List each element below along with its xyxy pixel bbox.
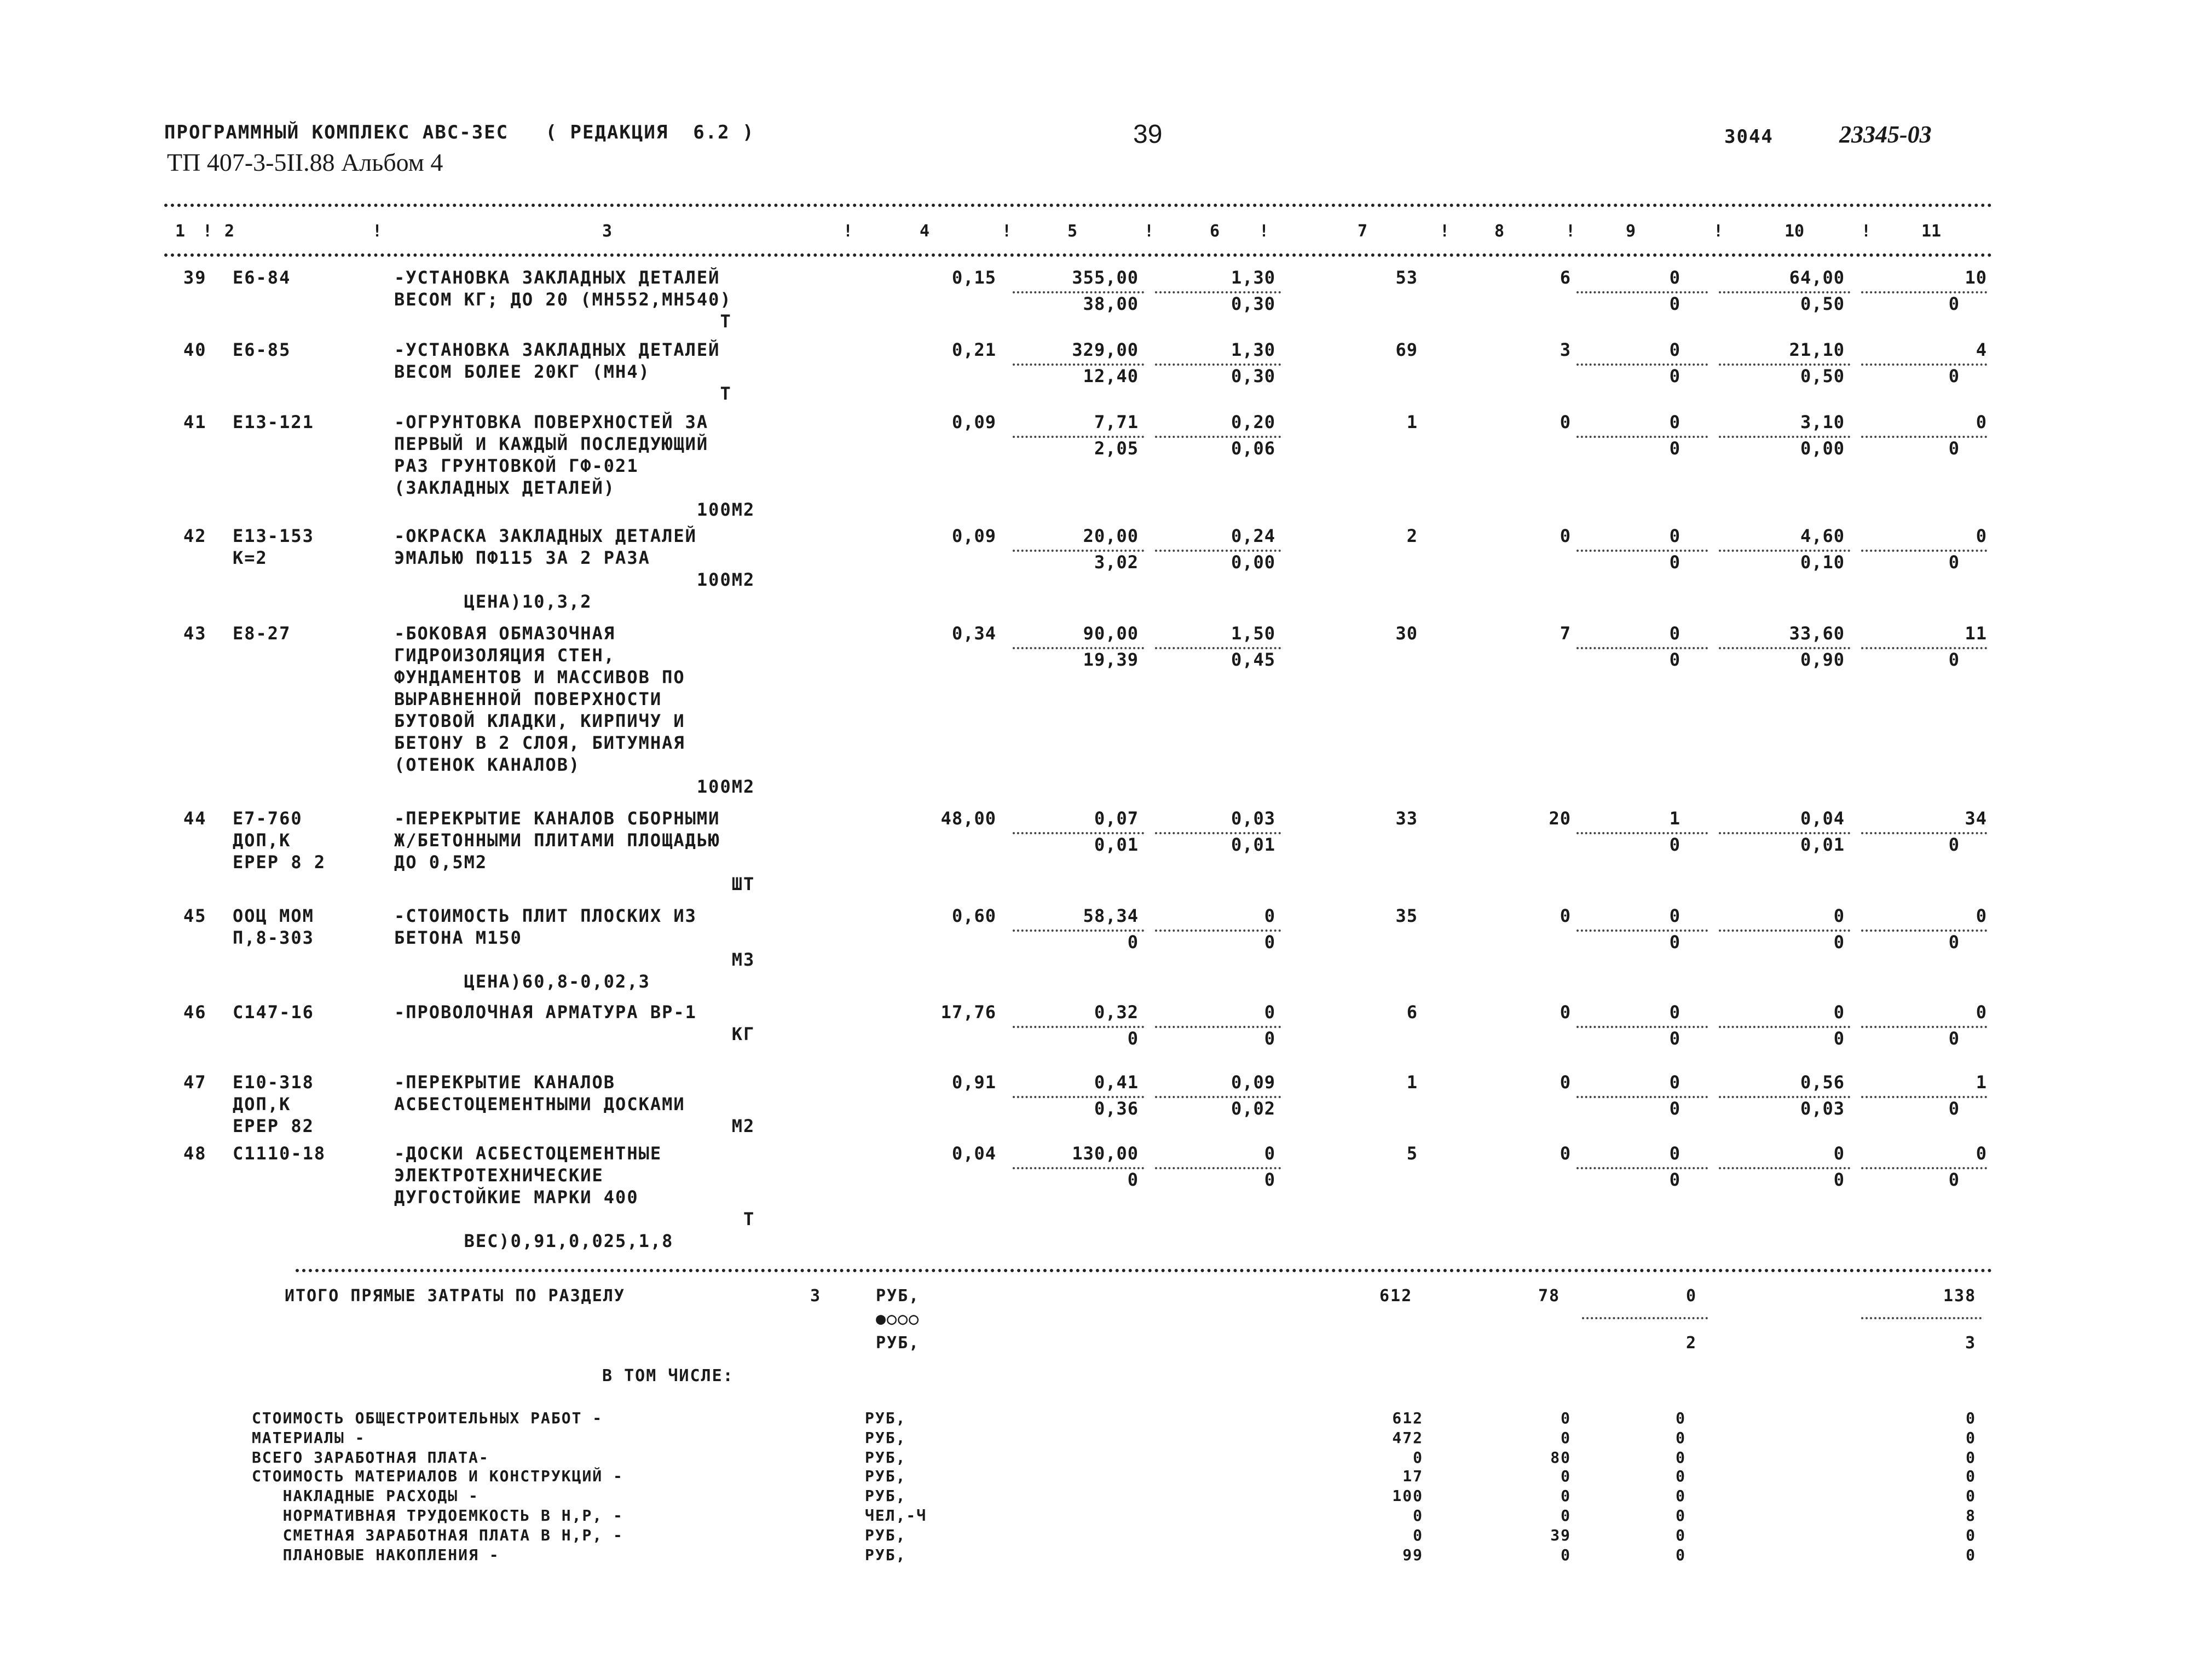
labor-total-b: 0	[1948, 552, 1960, 573]
norm-code: ООЦ МОМ	[233, 905, 314, 926]
machine-cost-wages: 0,01	[1231, 834, 1275, 855]
work-description: ЦЕНА)10,3,2	[394, 591, 592, 612]
labor-total-b: 0	[1948, 1098, 1960, 1119]
summary-unit: ЧЕЛ,-Ч	[865, 1506, 927, 1525]
summary-value-1: 100	[1392, 1487, 1423, 1505]
column-divider: !	[1566, 222, 1576, 241]
labor-per-unit: 0	[1833, 1143, 1845, 1164]
unit-cost: 90,00	[1083, 623, 1139, 644]
quantity: 0,91	[951, 1072, 996, 1093]
work-description: ЭЛЕКТРОТЕХНИЧЕСКИЕ	[394, 1165, 604, 1186]
summary-unit: РУБ,	[865, 1409, 906, 1427]
col9-value: 0	[1669, 623, 1681, 644]
col9-value: 0	[1669, 1002, 1681, 1023]
col9-value: 0	[1669, 1072, 1681, 1093]
column-divider: !	[1144, 222, 1154, 241]
totals-top-border	[296, 1269, 1993, 1272]
column-number-4: 4	[920, 222, 930, 241]
work-description: -ОКРАСКА ЗАКЛАДНЫХ ДЕТАЛЕЙ	[394, 526, 697, 546]
labor-total: 0	[1976, 412, 1987, 432]
column-divider: !	[1002, 222, 1012, 241]
quantity: 48,00	[940, 808, 996, 829]
work-description: АСБЕСТОЦЕМЕНТНЫМИ ДОСКАМИ	[394, 1094, 685, 1115]
col9-value: 0	[1669, 526, 1681, 546]
column-number-9: 9	[1626, 222, 1636, 241]
summary-value-2: 0	[1561, 1506, 1571, 1525]
totals-unit: РУБ,	[876, 1286, 920, 1306]
total-cost: 1	[1406, 412, 1418, 432]
norm-code: К=2	[233, 547, 268, 568]
summary-value-2: 0	[1561, 1409, 1571, 1427]
summary-value-3: 0	[1676, 1487, 1686, 1505]
quantity: 0,09	[951, 526, 996, 546]
machine-cost-wages: 0	[1264, 932, 1275, 952]
norm-code: Е13-121	[233, 412, 314, 432]
work-description: -ПРОВОЛОЧНАЯ АРМАТУРА ВР-1	[394, 1002, 697, 1023]
work-description: КГ	[394, 1024, 755, 1044]
column-divider: !	[203, 222, 213, 241]
machine-cost: 0,24	[1231, 526, 1275, 546]
total-cost: 69	[1395, 339, 1418, 360]
totals-dots: ●○○○	[876, 1309, 920, 1329]
work-description: -УСТАНОВКА ЗАКЛАДНЫХ ДЕТАЛЕЙ	[394, 267, 720, 288]
col9-value-b: 0	[1669, 834, 1681, 855]
summary-value-3: 0	[1676, 1526, 1686, 1544]
work-description: (ЗАКЛАДНЫХ ДЕТАЛЕЙ)	[394, 477, 616, 498]
column-number-2: 2	[224, 222, 235, 241]
work-description: ВЕСОМ КГ; ДО 20 (МН552,МН540)	[394, 289, 732, 310]
work-description: ДО 0,5М2	[394, 852, 488, 873]
summary-unit: РУБ,	[865, 1429, 906, 1447]
labor-total-b: 0	[1948, 1028, 1960, 1049]
machine-cost: 1,30	[1231, 339, 1275, 360]
work-description: -ПЕРЕКРЫТИЕ КАНАЛОВ СБОРНЫМИ	[394, 808, 720, 829]
row-number: 42	[183, 526, 207, 546]
summary-value-4: 0	[1966, 1467, 1976, 1485]
labor-per-unit-b: 0	[1833, 1169, 1845, 1190]
norm-code: Е13-153	[233, 526, 314, 546]
summary-label: ВСЕГО ЗАРАБОТНАЯ ПЛАТА-	[252, 1448, 489, 1467]
work-description: ЦЕНА)60,8-0,02,3	[394, 971, 650, 992]
labor-total: 34	[1965, 808, 1987, 829]
labor-per-unit-b: 0,03	[1800, 1098, 1845, 1119]
summary-value-4: 8	[1966, 1506, 1976, 1525]
labor-per-unit: 0,56	[1800, 1072, 1845, 1093]
machine-cost-wages: 0,30	[1231, 293, 1275, 314]
col9-value: 0	[1669, 339, 1681, 360]
machine-cost: 0	[1264, 1002, 1275, 1023]
col9-value: 0	[1669, 1143, 1681, 1164]
unit-cost-wages: 0	[1127, 1028, 1139, 1049]
norm-code: Е8-27	[233, 623, 291, 644]
work-description: -БОКОВАЯ ОБМАЗОЧНАЯ	[394, 623, 616, 644]
column-number-6: 6	[1210, 222, 1220, 241]
row-number: 44	[183, 808, 207, 829]
total-cost: 5	[1406, 1143, 1418, 1164]
labor-total-b: 0	[1948, 438, 1960, 459]
totals-col9: 0	[1686, 1286, 1697, 1306]
col9-value: 0	[1669, 267, 1681, 288]
unit-cost-wages: 19,39	[1083, 649, 1139, 670]
total-cost: 35	[1395, 905, 1418, 926]
unit-cost-wages: 2,05	[1094, 438, 1139, 459]
machine-cost: 0	[1264, 1143, 1275, 1164]
column-number-3: 3	[602, 222, 613, 241]
col9-value-b: 0	[1669, 1098, 1681, 1119]
work-description: ВЕС)0,91,0,025,1,8	[394, 1231, 674, 1251]
norm-code: ДОП,К	[233, 830, 291, 851]
work-description: ФУНДАМЕНТОВ И МАССИВОВ ПО	[394, 667, 685, 688]
unit-cost-wages: 3,02	[1094, 552, 1139, 573]
labor-per-unit: 4,60	[1800, 526, 1845, 546]
labor-total: 0	[1976, 905, 1987, 926]
summary-value-1: 612	[1392, 1409, 1423, 1427]
summary-label: СМЕТНАЯ ЗАРАБОТНАЯ ПЛАТА В Н,Р, -	[252, 1526, 623, 1544]
norm-code: С1110-18	[233, 1143, 326, 1164]
work-description: 100М2	[394, 499, 755, 520]
work-description: ГИДРОИЗОЛЯЦИЯ СТЕН,	[394, 645, 616, 666]
column-number-1: 1	[175, 222, 186, 241]
row-number: 47	[183, 1072, 207, 1093]
total-wages: 20	[1549, 808, 1571, 829]
total-cost: 2	[1406, 526, 1418, 546]
machine-cost: 0,03	[1231, 808, 1275, 829]
labor-total-b: 0	[1948, 834, 1960, 855]
machine-cost: 0,20	[1231, 412, 1275, 432]
work-description: Т	[394, 1209, 755, 1229]
col9-value-b: 0	[1669, 293, 1681, 314]
machine-cost-wages: 0,02	[1231, 1098, 1275, 1119]
col9-value-b: 0	[1669, 366, 1681, 386]
summary-value-3: 0	[1676, 1429, 1686, 1447]
labor-per-unit-b: 0,90	[1800, 649, 1845, 670]
quantity: 0,15	[951, 267, 996, 288]
row-number: 43	[183, 623, 207, 644]
unit-cost-wages: 38,00	[1083, 293, 1139, 314]
col9-value: 1	[1669, 808, 1681, 829]
total-wages: 0	[1560, 1002, 1571, 1023]
row-number: 41	[183, 412, 207, 432]
unit-cost-wages: 0,01	[1094, 834, 1139, 855]
norm-code: Е7-760	[233, 808, 303, 829]
work-description: Т	[394, 311, 732, 332]
column-divider: !	[1713, 222, 1724, 241]
work-description: М2	[394, 1116, 755, 1136]
labor-total: 10	[1965, 267, 1987, 288]
column-divider: !	[1259, 222, 1269, 241]
labor-per-unit-b: 0	[1833, 932, 1845, 952]
total-wages: 0	[1560, 905, 1571, 926]
machine-cost-wages: 0	[1264, 1028, 1275, 1049]
totals-col11-b: 3	[1965, 1333, 1977, 1353]
quantity: 0,04	[951, 1143, 996, 1164]
unit-cost: 329,00	[1072, 339, 1139, 360]
work-description: ВЫРАВНЕННОЙ ПОВЕРХНОСТИ	[394, 689, 662, 709]
summary-label: СТОИМОСТЬ ОБЩЕСТРОИТЕЛЬНЫХ РАБОТ -	[252, 1409, 603, 1427]
total-cost: 1	[1406, 1072, 1418, 1093]
totals-label: ИТОГО ПРЯМЫЕ ЗАТРАТЫ ПО РАЗДЕЛУ	[285, 1286, 625, 1306]
including-label: В ТОМ ЧИСЛЕ:	[602, 1366, 734, 1385]
machine-cost-wages: 0,06	[1231, 438, 1275, 459]
column-number-11: 11	[1921, 222, 1942, 241]
column-divider: !	[1440, 222, 1450, 241]
column-number-10: 10	[1785, 222, 1805, 241]
summary-value-4: 0	[1966, 1409, 1976, 1427]
totals-col7: 612	[1379, 1286, 1413, 1306]
totals-col11-rule	[1861, 1317, 1982, 1319]
labor-per-unit: 0,04	[1800, 808, 1845, 829]
labor-per-unit-b: 0,50	[1800, 366, 1845, 386]
summary-value-2: 39	[1550, 1526, 1571, 1544]
summary-value-2: 80	[1550, 1448, 1571, 1467]
quantity: 0,34	[951, 623, 996, 644]
column-divider: !	[1861, 222, 1872, 241]
machine-cost: 1,30	[1231, 267, 1275, 288]
work-description: ВЕСОМ БОЛЕЕ 20КГ (МН4)	[394, 361, 650, 382]
total-cost: 6	[1406, 1002, 1418, 1023]
work-description: -ПЕРЕКРЫТИЕ КАНАЛОВ	[394, 1072, 616, 1093]
labor-total: 11	[1965, 623, 1987, 644]
handwritten-stamp: 23345-03	[1839, 121, 1932, 148]
row-number: 40	[183, 339, 207, 360]
quantity: 0,21	[951, 339, 996, 360]
summary-value-3: 0	[1676, 1506, 1686, 1525]
labor-per-unit-b: 0,01	[1800, 834, 1845, 855]
summary-label: НАКЛАДНЫЕ РАСХОДЫ -	[252, 1487, 479, 1505]
unit-cost-wages: 0,36	[1094, 1098, 1139, 1119]
labor-total-b: 0	[1948, 366, 1960, 386]
machine-cost-wages: 0	[1264, 1169, 1275, 1190]
summary-value-1: 0	[1413, 1506, 1423, 1525]
work-description: 100М2	[394, 569, 755, 590]
labor-per-unit: 64,00	[1789, 267, 1845, 288]
labor-total: 4	[1976, 339, 1987, 360]
labor-per-unit-b: 0,50	[1800, 293, 1845, 314]
summary-value-4: 0	[1966, 1546, 1976, 1564]
unit-cost: 20,00	[1083, 526, 1139, 546]
summary-value-4: 0	[1966, 1487, 1976, 1505]
work-description: ЭМАЛЬЮ ПФ115 ЗА 2 РАЗА	[394, 547, 650, 568]
labor-total: 0	[1976, 526, 1987, 546]
summary-value-4: 0	[1966, 1429, 1976, 1447]
col9-value: 0	[1669, 412, 1681, 432]
summary-unit: РУБ,	[865, 1526, 906, 1544]
work-description: БЕТОНУ В 2 СЛОЯ, БИТУМНАЯ	[394, 732, 685, 753]
column-divider: !	[843, 222, 853, 241]
summary-value-1: 0	[1413, 1526, 1423, 1544]
summary-value-4: 0	[1966, 1526, 1976, 1544]
work-description: БЕТОНА М150	[394, 927, 522, 948]
quantity: 17,76	[940, 1002, 996, 1023]
row-number: 46	[183, 1002, 207, 1023]
summary-unit: РУБ,	[865, 1487, 906, 1505]
summary-value-1: 99	[1402, 1546, 1423, 1564]
totals-col8: 78	[1538, 1286, 1561, 1306]
col9-value-b: 0	[1669, 1028, 1681, 1049]
norm-code: ДОП,К	[233, 1094, 291, 1115]
norm-code: П,8-303	[233, 927, 314, 948]
total-cost: 53	[1395, 267, 1418, 288]
column-divider: !	[372, 222, 383, 241]
unit-cost-wages: 0	[1127, 932, 1139, 952]
labor-per-unit: 21,10	[1789, 339, 1845, 360]
unit-cost: 7,71	[1094, 412, 1139, 432]
summary-label: СТОИМОСТЬ МАТЕРИАЛОВ И КОНСТРУКЦИЙ -	[252, 1467, 623, 1485]
machine-cost: 0	[1264, 905, 1275, 926]
work-description: ДУГОСТОЙКИЕ МАРКИ 400	[394, 1187, 639, 1208]
norm-code: Е10-318	[233, 1072, 314, 1093]
summary-label: НОРМАТИВНАЯ ТРУДОЕМКОСТЬ В Н,Р, -	[252, 1506, 623, 1525]
table-header-border	[164, 253, 1993, 257]
column-number-8: 8	[1494, 222, 1505, 241]
work-description: (ОТЕНОК КАНАЛОВ)	[394, 754, 581, 775]
table-top-border	[164, 204, 1993, 207]
work-description: РАЗ ГРУНТОВКОЙ ГФ-021	[394, 455, 639, 476]
work-description: -ДОСКИ АСБЕСТОЦЕМЕНТНЫЕ	[394, 1143, 662, 1164]
labor-per-unit-b: 0,10	[1800, 552, 1845, 573]
summary-value-3: 0	[1676, 1409, 1686, 1427]
unit-cost-wages: 12,40	[1083, 366, 1139, 386]
col9-value-b: 0	[1669, 552, 1681, 573]
total-wages: 0	[1560, 1143, 1571, 1164]
summary-value-1: 472	[1392, 1429, 1423, 1447]
unit-cost: 0,07	[1094, 808, 1139, 829]
row-number: 45	[183, 905, 207, 926]
norm-code: ЕРЕР 82	[233, 1116, 314, 1136]
summary-value-2: 0	[1561, 1467, 1571, 1485]
labor-per-unit: 3,10	[1800, 412, 1845, 432]
labor-per-unit: 0	[1833, 905, 1845, 926]
total-wages: 0	[1560, 412, 1571, 432]
quantity: 0,09	[951, 412, 996, 432]
column-number-7: 7	[1358, 222, 1368, 241]
machine-cost: 1,50	[1231, 623, 1275, 644]
labor-total: 0	[1976, 1143, 1987, 1164]
unit-cost-wages: 0	[1127, 1169, 1139, 1190]
norm-code: ЕРЕР 8 2	[233, 852, 326, 873]
work-description: ПЕРВЫЙ И КАЖДЫЙ ПОСЛЕДУЮЩИЙ	[394, 434, 709, 454]
machine-cost-wages: 0,45	[1231, 649, 1275, 670]
total-wages: 6	[1560, 267, 1571, 288]
norm-code: Е6-85	[233, 339, 291, 360]
work-description: ШТ	[394, 874, 755, 894]
labor-total: 0	[1976, 1002, 1987, 1023]
machine-cost-wages: 0,30	[1231, 366, 1275, 386]
totals-col9-rule	[1582, 1317, 1708, 1319]
summary-unit: РУБ,	[865, 1448, 906, 1467]
norm-code: Е6-84	[233, 267, 291, 288]
summary-unit: РУБ,	[865, 1467, 906, 1485]
labor-per-unit: 33,60	[1789, 623, 1845, 644]
col9-value-b: 0	[1669, 438, 1681, 459]
labor-per-unit: 0	[1833, 1002, 1845, 1023]
labor-total: 1	[1976, 1072, 1987, 1093]
totals-section: 3	[810, 1286, 822, 1306]
summary-value-2: 0	[1561, 1429, 1571, 1447]
work-description: -СТОИМОСТЬ ПЛИТ ПЛОСКИХ ИЗ	[394, 905, 697, 926]
summary-value-1: 17	[1402, 1467, 1423, 1485]
column-number-5: 5	[1067, 222, 1078, 241]
work-description: М3	[394, 949, 755, 970]
album-reference: ТП 407-3-5II.88 Альбом 4	[167, 148, 443, 176]
summary-label: ПЛАНОВЫЕ НАКОПЛЕНИЯ -	[252, 1546, 500, 1564]
labor-per-unit-b: 0,00	[1800, 438, 1845, 459]
labor-total-b: 0	[1948, 293, 1960, 314]
summary-value-1: 0	[1413, 1448, 1423, 1467]
document-code: 3044	[1724, 126, 1774, 148]
labor-total-b: 0	[1948, 1169, 1960, 1190]
unit-cost: 355,00	[1072, 267, 1139, 288]
unit-cost: 130,00	[1072, 1143, 1139, 1164]
work-description: БУТОВОЙ КЛАДКИ, КИРПИЧУ И	[394, 711, 685, 731]
labor-per-unit-b: 0	[1833, 1028, 1845, 1049]
unit-cost: 0,32	[1094, 1002, 1139, 1023]
work-description: -ОГРУНТОВКА ПОВЕРХНОСТЕЙ ЗА	[394, 412, 709, 432]
summary-value-3: 0	[1676, 1546, 1686, 1564]
summary-value-3: 0	[1676, 1448, 1686, 1467]
summary-value-3: 0	[1676, 1467, 1686, 1485]
program-title: ПРОГРАММНЫЙ КОМПЛЕКС АВС-ЗЕС ( РЕДАКЦИЯ 6.2 )	[164, 122, 755, 143]
quantity: 0,60	[951, 905, 996, 926]
total-wages: 7	[1560, 623, 1571, 644]
row-number: 39	[183, 267, 207, 288]
work-description: Ж/БЕТОННЫМИ ПЛИТАМИ ПЛОЩАДЬЮ	[394, 830, 720, 851]
norm-code: С147-16	[233, 1002, 314, 1023]
row-number: 48	[183, 1143, 207, 1164]
unit-cost: 0,41	[1094, 1072, 1139, 1093]
summary-unit: РУБ,	[865, 1546, 906, 1564]
summary-value-4: 0	[1966, 1448, 1976, 1467]
totals-col11: 138	[1943, 1286, 1977, 1306]
col9-value-b: 0	[1669, 932, 1681, 952]
work-description: 100М2	[394, 776, 755, 797]
summary-label: МАТЕРИАЛЫ -	[252, 1429, 366, 1447]
page-number: 39	[1133, 120, 1163, 149]
total-cost: 33	[1395, 808, 1418, 829]
col9-value: 0	[1669, 905, 1681, 926]
summary-value-2: 0	[1561, 1546, 1571, 1564]
totals-unit-2: РУБ,	[876, 1333, 920, 1353]
unit-cost: 58,34	[1083, 905, 1139, 926]
col9-value-b: 0	[1669, 1169, 1681, 1190]
work-description: -УСТАНОВКА ЗАКЛАДНЫХ ДЕТАЛЕЙ	[394, 339, 720, 360]
work-description: Т	[394, 383, 732, 404]
summary-value-2: 0	[1561, 1487, 1571, 1505]
machine-cost: 0,09	[1231, 1072, 1275, 1093]
totals-col9-b: 2	[1686, 1333, 1697, 1353]
labor-total-b: 0	[1948, 932, 1960, 952]
total-wages: 3	[1560, 339, 1571, 360]
total-cost: 30	[1395, 623, 1418, 644]
labor-total-b: 0	[1948, 649, 1960, 670]
total-wages: 0	[1560, 526, 1571, 546]
machine-cost-wages: 0,00	[1231, 552, 1275, 573]
total-wages: 0	[1560, 1072, 1571, 1093]
col9-value-b: 0	[1669, 649, 1681, 670]
